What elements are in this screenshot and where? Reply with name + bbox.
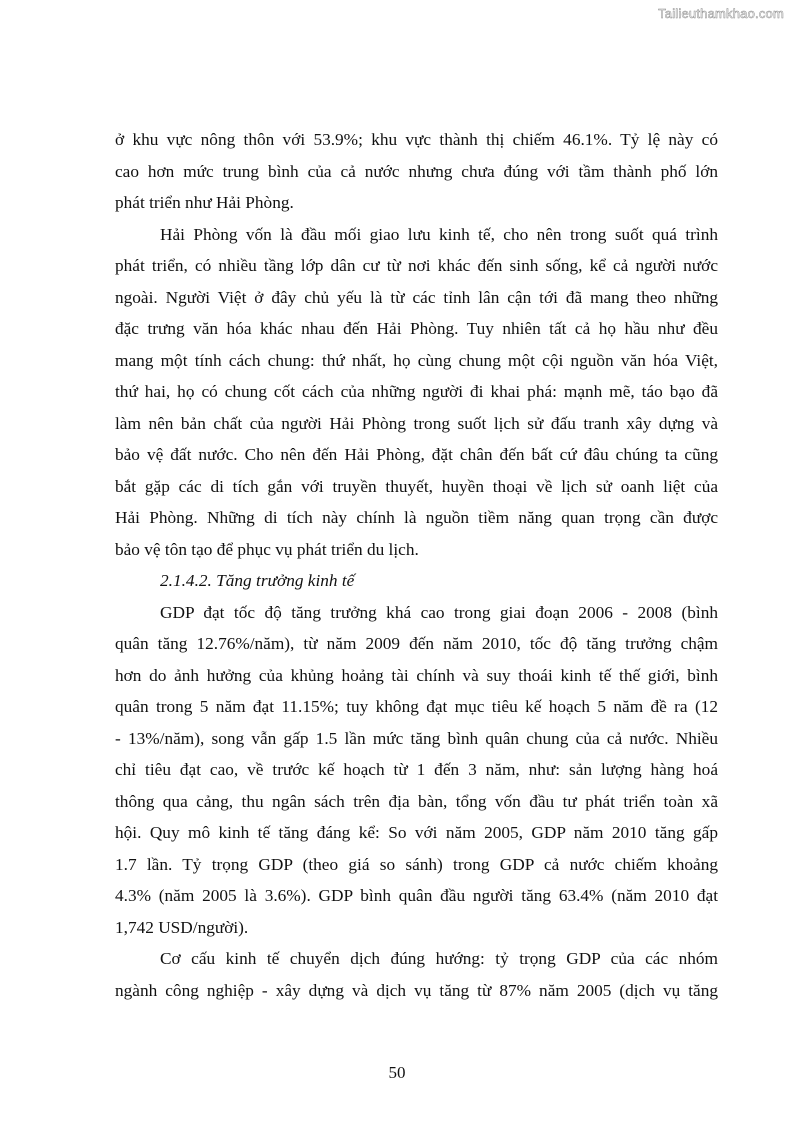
text-line: thứ hai, họ có chung cốt cách của những người đi khai phá: mạnh mẽ, táo bạo đã (115, 382, 718, 401)
paragraph (115, 124, 718, 219)
text-line: ngành công nghiệp - xây dựng và dịch vụ tăng từ 87% năm 2005 (dịch vụ tăng (115, 980, 718, 1000)
text-line: Hải Phòng. Những di tích này chính là nguồn tiềm năng quan trọng cần được (115, 508, 718, 527)
text-line: bảo vệ đất nước. Cho nên đến Hải Phòng, đặt chân đến bất cứ đâu chúng ta cũng (115, 445, 718, 464)
text-line: 1,742 USD/người). (115, 917, 249, 937)
section-heading: 2.1.4.2. Tăng trưởng kinh tế (160, 571, 355, 590)
text-line: 1.7 lần. Tỷ trọng GDP (theo giá so sánh) trong GDP cả nước chiếm khoảng (115, 854, 718, 874)
text-line: làm nên bản chất của người Hải Phòng trong suốt lịch sử đấu tranh xây dựng và (115, 413, 718, 433)
text-line: cao hơn mức trung bình của cả nước nhưng chưa đúng với tầm thành phố lớn (115, 161, 718, 181)
text-line: chỉ tiêu đạt cao, về trước kế hoạch từ 1 đến 3 năm, như: sản lượng hàng hoá (115, 760, 718, 779)
text-line: phát triển như Hải Phòng. (115, 193, 294, 212)
text-line: hơn do ảnh hưởng của khủng hoảng tài chính và suy thoái kinh tế thế giới, bình (115, 665, 718, 685)
text-line: phát triển, có nhiều tầng lớp dân cư từ nơi khác đến sinh sống, kể cả người nước (115, 256, 718, 275)
text-line: đặc trưng văn hóa khác nhau đến Hải Phòng. Tuy nhiên tất cả họ hầu như đều (115, 319, 718, 338)
text-line: GDP đạt tốc độ tăng trưởng khá cao trong giai đoạn 2006 - 2008 (bình (160, 602, 718, 622)
page-number: 50 (388, 1063, 406, 1082)
paragraph (115, 597, 718, 944)
text-line: hội. Quy mô kinh tế tăng đáng kể: So với năm 2005, GDP năm 2010 tăng gấp (115, 823, 718, 842)
text-line: Hải Phòng vốn là đầu mối giao lưu kinh tế, cho nên trong suốt quá trình (160, 224, 718, 244)
text-line: Cơ cấu kinh tế chuyển dịch đúng hướng: tỷ trọng GDP của các nhóm (160, 949, 718, 968)
text-line: quân trong 5 năm đạt 11.15%; tuy không đạt mục tiêu kế hoạch 5 năm đề ra (12 (115, 697, 718, 716)
text-line: - 13%/năm), song vẫn gấp 1.5 lần mức tăng bình quân chung của cả nước. Nhiều (115, 728, 718, 748)
text-line: quân tăng 12.76%/năm), từ năm 2009 đến năm 2010, tốc độ tăng trưởng chậm (115, 634, 718, 653)
text-line: mang một tính cách chung: thứ nhất, họ cùng chung một cội nguồn văn hóa Việt, (115, 350, 718, 370)
document-body (115, 124, 718, 1006)
text-line: bảo vệ tôn tạo để phục vụ phát triển du lịch. (115, 539, 419, 559)
text-line: bắt gặp các di tích gắn với truyền thuyết, huyền thoại về lịch sử oanh liệt của (115, 476, 718, 496)
text-line: ở khu vực nông thôn với 53.9%; khu vực thành thị chiếm 46.1%. Tỷ lệ này có (115, 130, 718, 149)
paragraph (115, 219, 718, 566)
watermark: Tailieuthamkhao.com (658, 6, 784, 21)
text-line: thông qua cảng, thu ngân sách trên địa bàn, tổng vốn đầu tư phát triển toàn xã (115, 791, 718, 811)
text-line: ngoài. Người Việt ở đây chủ yếu là từ các tỉnh lân cận tới đã mang theo những (115, 287, 718, 307)
text-line: 4.3% (năm 2005 là 3.6%). GDP bình quân đầu người tăng 63.4% (năm 2010 đạt (115, 886, 718, 905)
paragraph (115, 943, 718, 1006)
